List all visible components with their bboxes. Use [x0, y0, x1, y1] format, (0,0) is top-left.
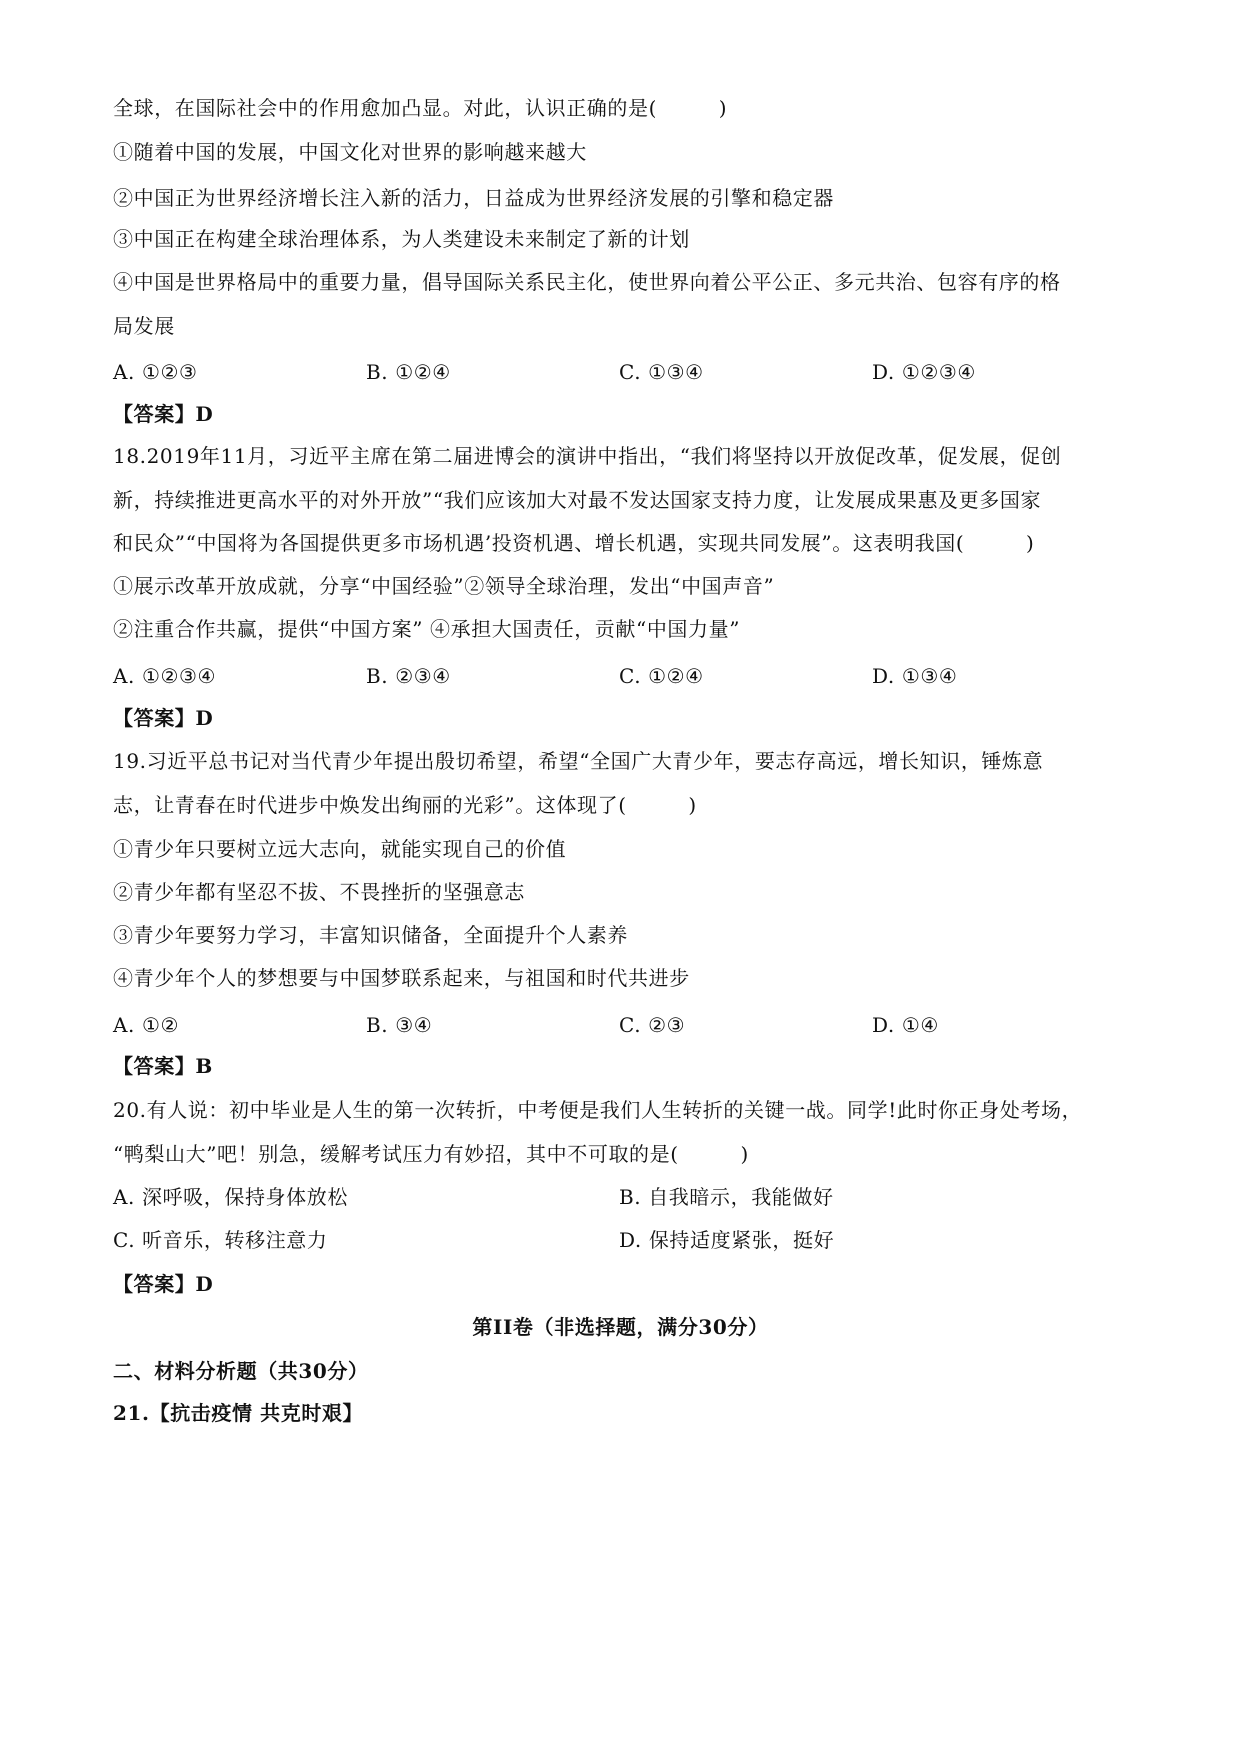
q19-option-d: D. ①④ — [872, 1013, 939, 1037]
q17-stem-tail: 全球，在国际社会中的作用愈加凸显。对此，认识正确的是( ) — [113, 96, 728, 120]
q17-answer: 【答案】D — [113, 402, 214, 426]
q18-option-c: C. ①②④ — [619, 664, 704, 688]
q19-stem-line-1: 19.习近平总书记对当代青少年提出殷切希望，希望“全国广大青少年，要志存高远，增长知识，锤炼意 — [113, 749, 1044, 773]
q18-option-b: B. ②③④ — [366, 664, 451, 688]
q20-answer: 【答案】D — [113, 1272, 214, 1296]
part2-heading: 二、材料分析题（共30分） — [113, 1359, 369, 1383]
q19-statement-3: ③青少年要努力学习，丰富知识储备，全面提升个人素养 — [113, 923, 628, 947]
q17-option-c: C. ①③④ — [619, 360, 704, 384]
q17-statement-4-cont: 局发展 — [113, 314, 175, 338]
q18-statement-2: ②注重合作共赢，提供“中国方案” ④承担大国责任，贡献“中国力量” — [113, 617, 741, 641]
q18-stem-line-1: 18.2019年11月，习近平主席在第二届进博会的演讲中指出，“我们将坚持以开放促改革，促发展，促创 — [113, 444, 1062, 468]
q20-option-b: B. 自我暗示，我能做好 — [619, 1185, 834, 1209]
q19-option-b: B. ③④ — [366, 1013, 433, 1037]
q17-option-a: A. ①②③ — [113, 360, 198, 384]
q18-answer: 【答案】D — [113, 706, 214, 730]
q18-statement-1: ①展示改革开放成就，分享“中国经验”②领导全球治理，发出“中国声音” — [113, 574, 775, 598]
q20-stem-line-1: 20.有人说：初中毕业是人生的第一次转折，中考便是我们人生转折的关键一战。同学!此时你正身处考场， — [113, 1098, 1083, 1122]
q19-statement-1: ①青少年只要树立远大志向，就能实现自己的价值 — [113, 837, 567, 861]
q17-statement-3: ③中国正在构建全球治理体系，为人类建设未来制定了新的计划 — [113, 227, 690, 251]
q17-option-b: B. ①②④ — [366, 360, 451, 384]
q17-option-d: D. ①②③④ — [872, 360, 976, 384]
q20-option-c: C. 听音乐，转移注意力 — [113, 1228, 328, 1252]
q20-option-a: A. 深呼吸，保持身体放松 — [113, 1185, 348, 1209]
q19-option-a: A. ①② — [113, 1013, 180, 1037]
q18-option-d: D. ①③④ — [872, 664, 958, 688]
q21-title: 21.【抗击疫情 共克时艰】 — [113, 1401, 364, 1425]
q19-option-c: C. ②③ — [619, 1013, 686, 1037]
q18-stem-line-3: 和民众”“中国将为各国提供更多市场机遇’投资机遇、增长机遇，实现共同发展”。这表明我国( ) — [113, 531, 1035, 555]
q19-statement-4: ④青少年个人的梦想要与中国梦联系起来，与祖国和时代共进步 — [113, 966, 690, 990]
q19-answer: 【答案】B — [113, 1054, 213, 1078]
q20-stem-line-2: “鸭梨山大”吧！别急，缓解考试压力有妙招，其中不可取的是( ) — [113, 1142, 749, 1166]
q19-stem-line-2: 志，让青春在时代进步中焕发出绚丽的光彩”。这体现了( ) — [113, 793, 697, 817]
q20-option-d: D. 保持适度紧张，挺好 — [619, 1228, 835, 1252]
q18-option-a: A. ①②③④ — [113, 664, 217, 688]
q19-statement-2: ②青少年都有坚忍不拔、不畏挫折的坚强意志 — [113, 880, 525, 904]
q17-statement-4: ④中国是世界格局中的重要力量，倡导国际关系民主化，使世界向着公平公正、多元共治、包容有序的格 — [113, 270, 1061, 294]
q17-statement-1: ①随着中国的发展，中国文化对世界的影响越来越大 — [113, 140, 587, 164]
q17-statement-2: ②中国正为世界经济增长注入新的活力，日益成为世界经济发展的引擎和稳定器 — [113, 186, 834, 210]
q18-stem-line-2: 新，持续推进更高水平的对外开放”“我们应该加大对最不发达国家支持力度，让发展成果惠及更多国家 — [113, 488, 1042, 512]
section-title: 第II卷（非选择题，满分30分） — [472, 1315, 769, 1339]
